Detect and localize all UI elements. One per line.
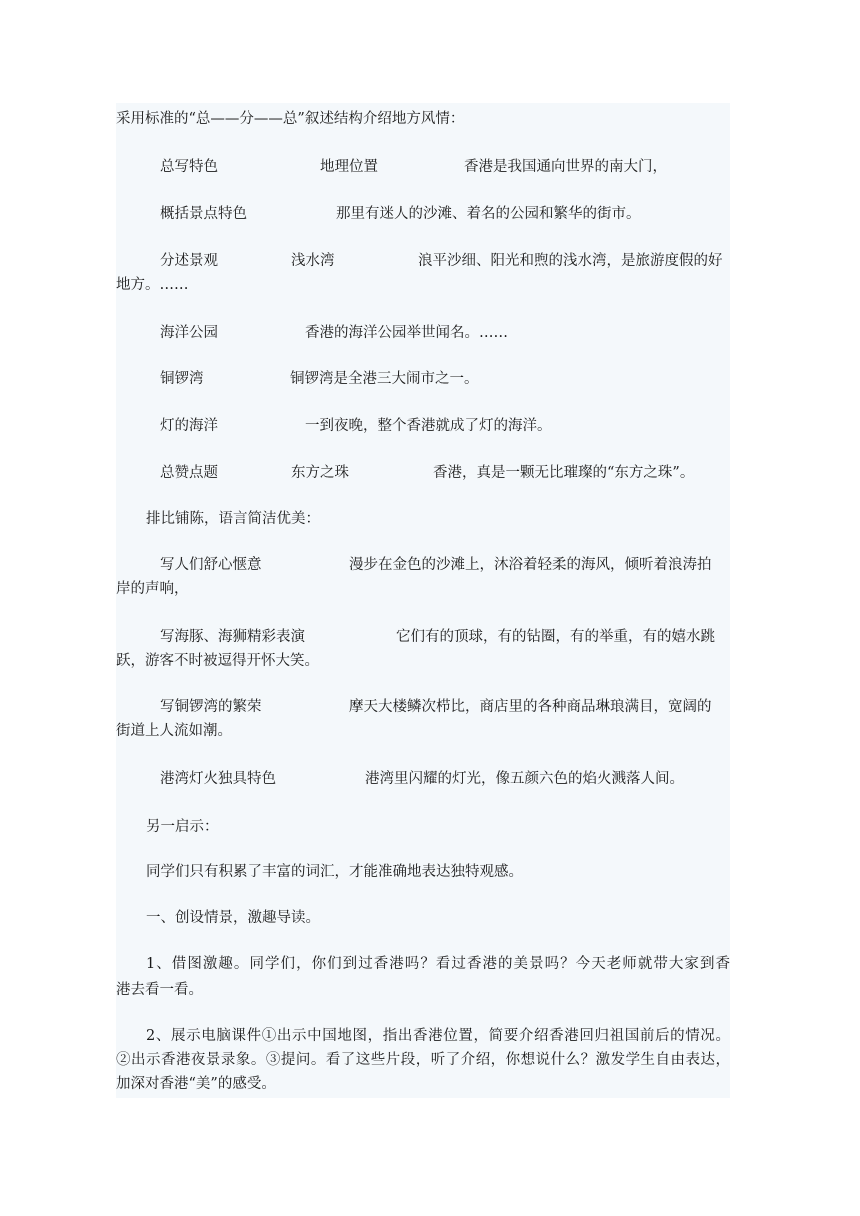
paragraph-line: ②出示香港夜景录象。③提问。看了这些片段，听了介绍，你想说什么？激发学生自由表达， [116,1052,730,1068]
example-label: 写铜锣湾的繁荣 [160,699,262,715]
outline-sentence: 香港是我国通向世界的南大门， [464,159,667,175]
paragraph-line: 1、借图激趣。同学们，你们到过香港吗？看过香港的美景吗？今天老师就带大家到香 [146,956,730,972]
section-heading: 一、创设情景，激趣导读。 [146,910,320,926]
outline-topic: 地理位置 [320,159,378,175]
outline-topic: 海洋公园 [160,325,218,341]
intro-line: 采用标准的“总——分——总”叙述结构介绍地方风情： [116,111,465,127]
paragraph-line: 港去看一看。 [116,982,203,998]
section-heading: 排比铺陈，语言简洁优美： [146,511,320,527]
document-body [116,103,730,1098]
outline-section: 概括景点特色 [160,206,247,222]
outline-sentence: 浪平沙细、阳光和煦的浅水湾，是旅游度假的好 [418,253,723,269]
example-label: 写海豚、海狮精彩表演 [160,629,305,645]
paragraph-line: 跃，游客不时被逗得开怀大笑。 [116,653,319,669]
outline-sentence: 铜锣湾是全港三大闹市之一。 [290,371,479,387]
paragraph-line: 2、展示电脑课件①出示中国地图，指出香港位置，简要介绍香港回归祖国前后的情况。 [146,1028,730,1044]
paragraph-line: 地方。…… [116,277,189,293]
example-sentence: 摩天大楼鳞次栉比，商店里的各种商品琳琅满目，宽阔的 [349,699,712,715]
paragraph-line: 岸的声响， [116,581,189,597]
example-sentence: 漫步在金色的沙滩上，沐浴着轻柔的海风，倾听着浪涛拍 [349,557,712,573]
outline-section: 总写特色 [160,159,218,175]
outline-sentence: 那里有迷人的沙滩、着名的公园和繁华的街市。 [336,206,641,222]
example-label: 港湾灯火独具特色 [160,771,276,787]
outline-section: 总赞点题 [160,465,218,481]
example-sentence: 港湾里闪耀的灯光，像五颜六色的焰火溅落人间。 [365,771,684,787]
outline-topic: 铜锣湾 [160,371,204,387]
section-heading: 另一启示： [146,819,219,835]
outline-topic: 灯的海洋 [160,418,218,434]
outline-topic: 东方之珠 [291,465,349,481]
outline-sentence: 一到夜晚，整个香港就成了灯的海洋。 [305,418,552,434]
outline-sentence: 香港，真是一颗无比璀璨的“东方之珠”。 [433,465,695,481]
outline-section: 分述景观 [160,253,218,269]
paragraph-line: 加深对香港“美”的感受。 [116,1076,276,1092]
paragraph-line: 街道上人流如潮。 [116,723,232,739]
example-sentence: 它们有的顶球，有的钻圈，有的举重，有的嬉水跳 [396,629,715,645]
outline-topic: 浅水湾 [291,253,335,269]
outline-sentence: 香港的海洋公园举世闻名。…… [305,325,508,341]
paragraph-line: 同学们只有积累了丰富的词汇，才能准确地表达独特观感。 [146,864,523,880]
example-label: 写人们舒心惬意 [160,557,262,573]
